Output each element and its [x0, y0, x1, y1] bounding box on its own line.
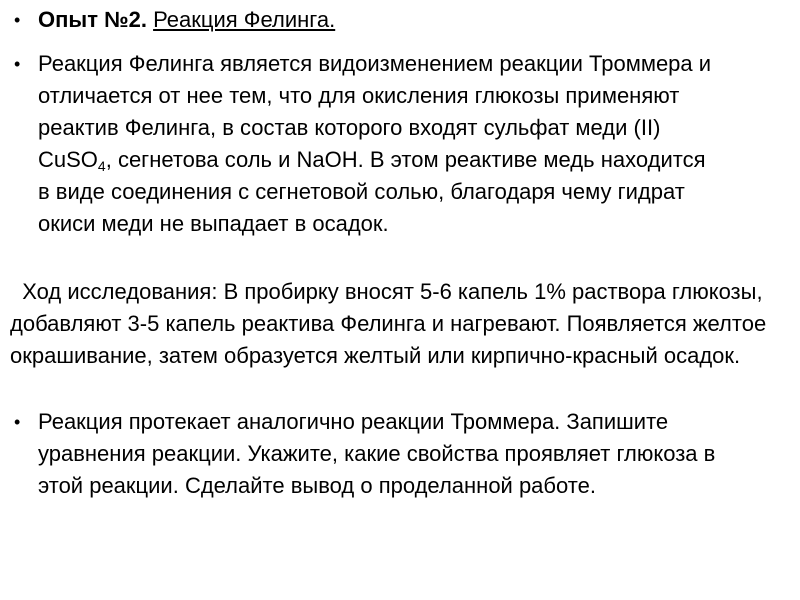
experiment-number: Опыт №2. [38, 7, 147, 32]
reaction-description [0, 48, 760, 240]
description-text [0, 48, 760, 240]
bullet-marker: • [14, 54, 21, 74]
title-text [0, 4, 760, 36]
task-paragraph [0, 406, 760, 502]
bullet-marker: • [14, 10, 21, 30]
bullet-marker: • [14, 412, 21, 432]
procedure-text: Ход исследования: В пробирку вносят 5-6 капель 1% раствора глюкозы, добавляют 3-5 капель реактива Фелинга и нагревают. Появляется желтое окрашивание, затем образуется желтый или кирпично-красный осадок. [10, 279, 773, 368]
subscript-4: 4 [97, 158, 106, 174]
description-part-2: , сегнетова соль и NaOH. В этом реактиве медь находится в виде соединения с сегнетовой солью, благодаря чему гидрат окиси меди не выпадает в осадок. [38, 147, 706, 236]
reaction-name: Реакция Фелинга. [153, 7, 336, 32]
procedure-paragraph [10, 276, 773, 372]
experiment-title [0, 4, 760, 36]
task-text: Реакция протекает аналогично реакции Троммера. Запишите уравнения реакции. Укажите, какие свойства проявляет глюкоза в этой реакции. Сделайте вывод о проделанной работе. [38, 409, 716, 498]
description-part-1: Реакция Фелинга является видоизменением реакции Троммера и отличается от нее тем, что для окисления глюкозы применяют реактив Фелинга, в состав которого входят сульфат меди (II) CuSO [38, 51, 712, 172]
